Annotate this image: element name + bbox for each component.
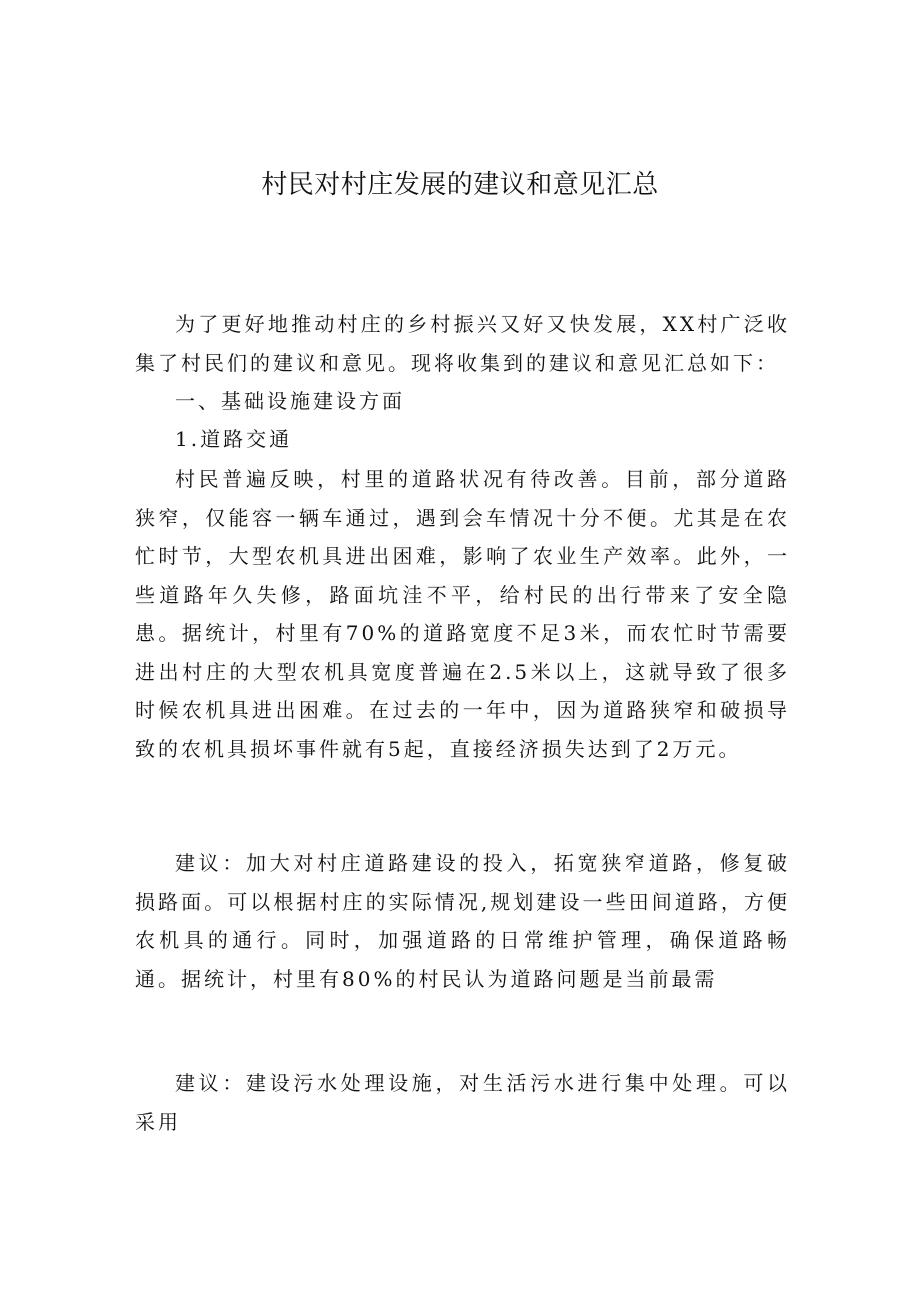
section-heading-infrastructure: 一、基础设施建设方面	[175, 389, 405, 413]
suggestion-paragraph-sewage: 建议：建设污水处理设施，对生活污水进行集中处理。可以采用	[135, 1071, 790, 1134]
roads-paragraph: 村民普遍反映，村里的道路状况有待改善。目前，部分道路狭窄，仅能容一辆车通过，遇到会车情况十分不便。尤其是在农忙时节，大型农机具进出困难，影响了农业生产效率。此外，一些道路年久失修，路面坑洼不平，给村民的出行带来了安全隐患。据统计，村里有70%的道路宽度不足3米，而农忙时节需要进出村庄的大型农机具宽度普遍在2.5米以上，这就导致了很多时候农机具进出困难。在过去的一年中，因为道路狭窄和破损导致的农机具损坏事件就有5起，直接经济损失达到了2万元。	[135, 467, 790, 761]
suggestion-paragraph-roads: 建议：加大对村庄道路建设的投入，拓宽狭窄道路，修复破损路面。可以根据村庄的实际情况,规划建设一些田间道路，方便农机具的通行。同时，加强道路的日常维护管理，确保道路畅通。据统计，村里有80%的村民认为道路问题是当前最需	[135, 851, 790, 991]
intro-paragraph: 为了更好地推动村庄的乡村振兴又好又快发展，XX村广泛收集了村民们的建议和意见。现将收集到的建议和意见汇总如下：	[135, 312, 790, 375]
subsection-heading-roads: 1.道路交通	[175, 427, 293, 451]
document-title: 村民对村庄发展的建议和意见汇总	[261, 170, 659, 200]
